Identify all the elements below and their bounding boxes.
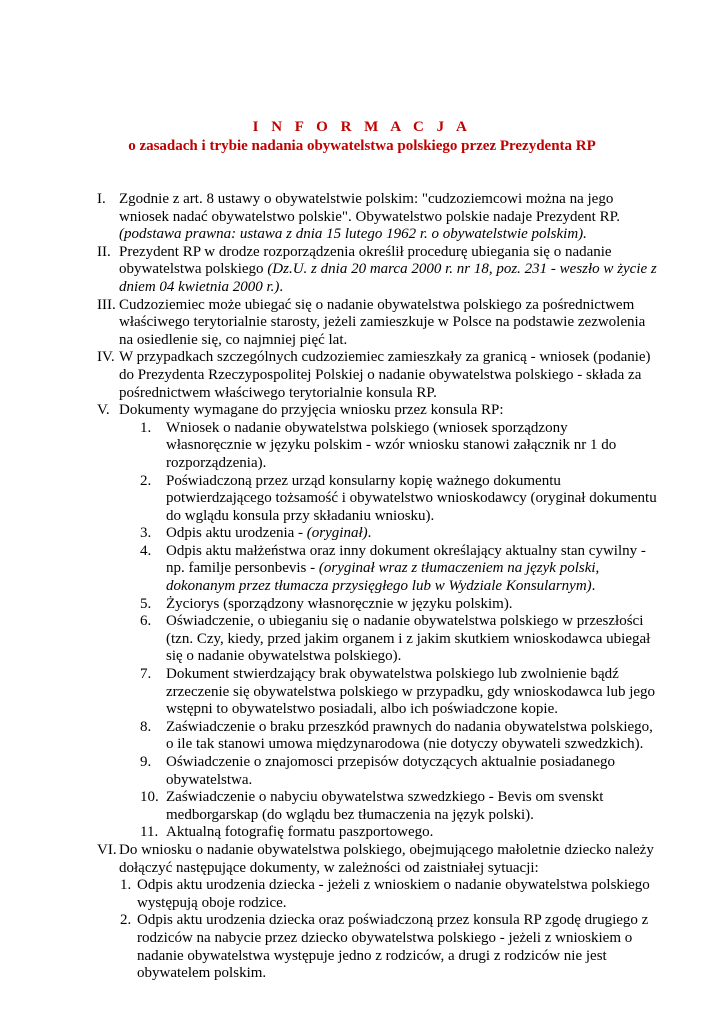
section-numeral: II.	[97, 243, 111, 260]
list-item	[97, 473, 657, 526]
list-item	[97, 719, 657, 754]
section-iv	[97, 349, 657, 402]
section-v	[97, 402, 657, 420]
item-text: Aktualną fotografię formatu paszportowego.	[166, 824, 434, 841]
list-item	[97, 543, 657, 596]
list-item	[97, 789, 657, 824]
section-legal-note: (podstawa prawna: ustawa z dnia 15 lutego 1962 r. o obywatelstwie polskim).	[119, 226, 587, 243]
section-text: Do wniosku o nadanie obywatelstwa polskiego, obejmującego małoletnie dziecko należy dołączyć następujące dokumenty, w zależności od zaistniałej sytuacji:	[119, 841, 654, 876]
item-number: 2.	[120, 912, 132, 929]
item-text: Wniosek o nadanie obywatelstwa polskiego (wniosek sporządzony własnoręcznie w języku polskim - wzór wniosku stanowi załącznik nr 1 do rozporządzenia).	[166, 419, 617, 471]
item-number: 5.	[140, 595, 152, 612]
item-text: Życiorys (sporządzony własnoręcznie w języku polskim).	[166, 595, 513, 612]
item-note: (oryginał)	[306, 525, 368, 542]
list-item	[97, 912, 657, 982]
section-numeral: IV.	[97, 349, 115, 366]
section-text: Zgodnie z art. 8 ustawy o obywatelstwie polskim: "cudzoziemcowi można na jego wniosek nadać obywatelstwo polskie". Obywatelstwo polskie nadaje Prezydent RP.	[119, 191, 621, 225]
list-item	[97, 877, 657, 912]
item-number: 11.	[140, 824, 159, 841]
item-text: Zaświadczenie o nabyciu obywatelstwa szwedzkiego - Bevis om svenskt medborgarskap (do wglądu bez tłumaczenia na język polski).	[166, 789, 604, 823]
item-number: 8.	[140, 718, 152, 735]
list-item	[97, 666, 657, 719]
item-text: Dokument stwierdzający brak obywatelstwa polskiego lub zwolnienie bądź zrzeczenie się obywatelstwa polskiego w przypadku, gdy wnioskodawca lub jego wstępni to obywatelstwo posiadali, albo ich poświadczone kopie.	[166, 666, 656, 718]
document-title: I N F O R M A C J A	[252, 119, 472, 135]
item-tail: .	[591, 578, 596, 595]
list-item	[97, 596, 657, 614]
list-item	[97, 525, 657, 543]
list-item	[97, 824, 657, 842]
section-vi	[97, 842, 657, 877]
section-numeral: VI.	[97, 841, 117, 858]
section-text: Cudzoziemiec może ubiegać się o nadanie obywatelstwa polskiego za pośrednictwem właściwego terytorialnie starosty, jeżeli zamieszkuje w Polsce na podstawie zezwolenia na osiedlenie się, co najmniej pięć lat.	[119, 296, 646, 348]
item-text: Oświadczenie o znajomosci przepisów dotyczących aktualnie posiadanego obywatelstwa.	[166, 754, 615, 788]
section-numeral: I.	[97, 191, 106, 207]
section-iii	[97, 297, 657, 350]
section-numeral: V.	[97, 402, 110, 419]
section-legal-note: (Dz.U. z dnia 20 marca 2000 r. nr 18, poz. 231 - weszło w życie z dniem 04 kwietnia 2000 r.)	[119, 261, 657, 295]
item-number: 1.	[140, 419, 152, 436]
section-numeral: III.	[97, 296, 116, 313]
section-text: W przypadkach szczególnych cudzoziemiec zamieszkały za granicą - wniosek (podanie) do Prezydenta Rzeczypospolitej Polskiej o nadanie obywatelstwa polskiego - składa za pośrednictwem właściwego terytorialnie konsula RP.	[119, 349, 651, 401]
item-text: Poświadczoną przez urząd konsularny kopię ważnego dokumentu potwierdzającego tożsamość i obywatelstwo wnioskodawcy (oryginał dokumentu do wglądu konsula przy składaniu wniosku).	[166, 472, 657, 524]
item-number: 1.	[120, 877, 132, 894]
list-item	[97, 754, 657, 789]
item-number: 9.	[140, 754, 152, 770]
section-i	[97, 191, 657, 244]
item-number: 6.	[140, 613, 152, 630]
section-text: Dokumenty wymagane do przyjęcia wniosku przez konsula RP:	[119, 402, 504, 419]
item-number: 4.	[140, 542, 152, 559]
item-number: 3.	[140, 525, 152, 542]
document-body	[97, 191, 657, 983]
item-text: Odpis aktu urodzenia -	[166, 525, 307, 542]
item-text: Odpis aktu urodzenia dziecka - jeżeli z wnioskiem o nadanie obywatelstwa polskiego występują oboje rodzice.	[137, 877, 650, 911]
section-ii	[97, 244, 657, 297]
item-tail: .	[367, 525, 372, 542]
section-tail: .	[279, 278, 284, 295]
item-text: Oświadczenie, o ubieganiu się o nadanie obywatelstwa polskiego w przeszłości (tzn. Czy, kiedy, przed jakim organem i z jakim skutkiem wnioskodawca ubiegał się o nadanie obywatelstwa polskiego).	[166, 613, 651, 665]
item-number: 10.	[140, 789, 159, 806]
item-text: Odpis aktu małżeństwa oraz inny dokument określający aktualny stan cywilny - np. familje personbevis -	[166, 542, 646, 577]
item-number: 2.	[140, 472, 152, 489]
list-item	[97, 613, 657, 666]
item-note: (oryginał wraz z tłumaczeniem na język polski, dokonanym przez tłumacza przysięgłego lub w Wydziale Konsularnym)	[166, 560, 600, 595]
item-text: Zaświadczenie o braku przeszkód prawnych do nadania obywatelstwa polskiego, o ile tak stanowi umowa międzynarodowa (nie dotyczy obywateli szwedzkich).	[166, 718, 653, 753]
item-text: Odpis aktu urodzenia dziecka oraz poświadczoną przez konsula RP zgodę drugiego z rodziców na nabycie przez dziecko obywatelstwa polskiego - jeżeli z wnioskiem o nadanie obywatelstwa występuje jedno z rodziców, a drugi z rodziców nie jest obywatelem polskim.	[137, 912, 649, 982]
section-text: Prezydent RP w drodze rozporządzenia określił procedurę ubiegania się o nadanie obywatelstwa polskiego	[119, 243, 612, 278]
item-number: 7.	[140, 666, 152, 683]
list-item	[97, 420, 657, 473]
document-subtitle: o zasadach i trybie nadania obywatelstwa polskiego przez Prezydenta RP	[128, 138, 596, 154]
